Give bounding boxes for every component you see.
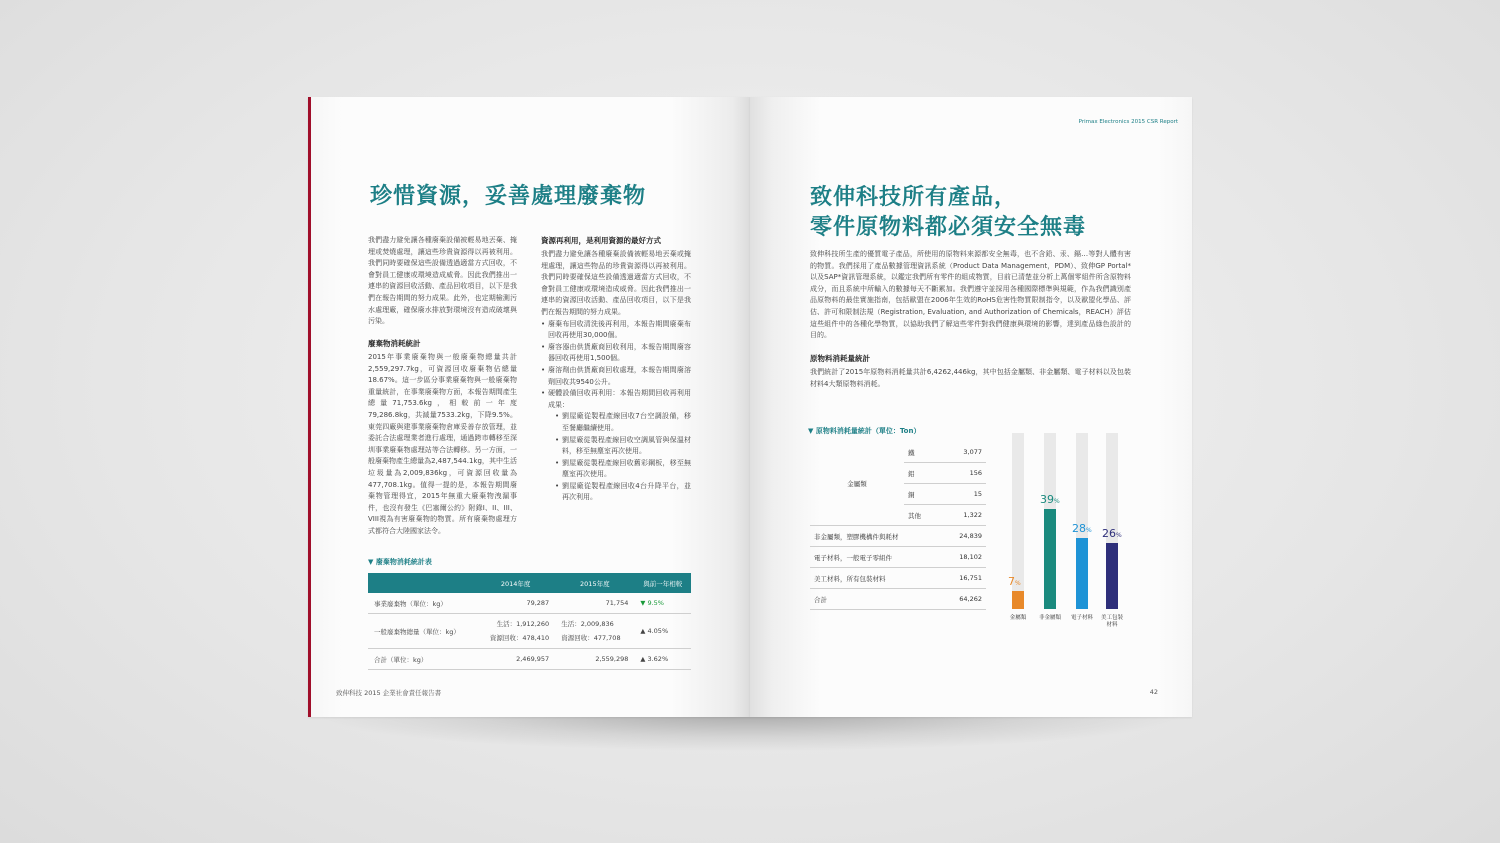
material-name: 其他 [904,505,937,526]
reuse-bullet: • 廢溶劑由供貨廠商回收處理，本報告期間廢溶劑回收共9540公升。 [541,365,691,388]
material-share-chart [1008,433,1124,628]
value-2015-recycle: 資源回收：477,708 [561,634,621,642]
material-value: 3,077 [937,442,986,463]
row-label: 事業廢棄物（單位：kg） [368,593,476,614]
table-row [810,442,986,463]
bar-track [1044,433,1056,609]
material-value: 64,262 [937,589,986,610]
material-name: 鐵 [904,442,937,463]
material-table-label: ▼ 原物料消耗量統計（單位：Ton） [808,427,921,435]
material-stats-text: 我們統計了2015年原物料消耗量共計6,4262,446kg，其中包括金屬類、非金屬類、電子材料以及包裝材料4大類原物料消耗。 [810,368,1131,388]
table-row [368,649,691,670]
reuse-sub-bullet: • 劉屋廠從製程產線回收4台升降平台，並再次利用。 [555,481,691,504]
reuse-sub-bullet: • 劉屋廠從製程產線回收空調風管與保溫材料，移至無塵室再次使用。 [555,435,691,458]
bar-1 [1012,591,1024,609]
header-cell: 與前一年相較 [634,573,691,593]
value-2014: 2,469,957 [476,649,555,670]
waste-table [368,573,691,670]
material-value: 24,839 [937,526,986,547]
reuse-heading: 資源再利用，是利用資源的最好方式 [541,236,661,245]
bar-2 [1044,509,1056,609]
material-value: 15 [937,484,986,505]
right-page-title-line1: 致伸科技所有產品， [810,185,1018,210]
material-stats-heading: 原物料消耗量統計 [810,354,870,363]
table-row [368,614,691,649]
bar-value-label: 39% [1040,493,1060,506]
material-name: 鋁 [904,463,937,484]
value-2014 [476,614,555,649]
material-name: 電子材料，一般電子零組件 [810,547,937,568]
bar-4 [1106,543,1118,609]
right-intro: 致伸科技所生產的優質電子產品，所使用的原物料來源都安全無毒，也不含鉛、汞、鎘…等對人體有害的物質。我們採用了產品數據管理資訊系統（Product Data Management，PDM）、致伸GP Portal*以及SAP*資訊管理系統，以鑑定我們所有零件的組成物質，目前已清楚並分析上萬個零組件所含原物料成分，而且系統中所輸入的數據每天不斷累加。我們遵守並採用各種國際標準與規範，作為我們識別產品原物料的最佳實施指南，包括歐盟在2006年生效的RoHS危害性物質限制指令，以及歐盟化學品、評估、許可和限制法規（Registration, Evaluation, and Authorization of Chemicals，REACH）評估這些組件中的各種化學物質，以協助我們了解這些零件對我們健康與環境的影響，達到產品綠色設計的目的。 [810,250,1131,340]
bar-value-label: 28% [1072,522,1092,535]
category-label: 非金屬類 [1038,615,1061,621]
row-label: 合計（單位：kg） [368,649,476,670]
reuse-bullet [541,388,691,504]
right-page-title-line2: 零件原物料都必須安全無毒 [810,215,1087,240]
change-value: ▲ 3.62% [634,649,691,670]
table-row [810,589,986,610]
value-2014-recycle: 資源回收：478,410 [489,634,550,642]
header-cell [368,573,476,593]
waste-stats-text: 2015年事業廢棄物與一般廢棄物總量共計2,559,297.7kg，可資源回收廢棄物佔總量18.67%。這一步區分事業廢棄物與一般廢棄物重量統計，在事業廢棄物方面，本報告期間產生總量71,753.6kg，相較前一年度79,286.8kg，共減量7533.2kg，下降9.5%。東莞四廠與建事業廢棄物倉庫妥善存放管理，並委託合法處理業者進行處理，通過跨市轉移至深圳事業廢棄物處理站等合法轉移。另一方面，一般廢棄物產生總量為2,487,544.1kg，其中生活垃圾量為2,009,836kg，可資源回收量為477,708.1kg。值得一提的是，本報告期間廢棄物管理得宜，2015年無重大廢棄物洩漏事件，也沒有發生《巴塞爾公約》附錄I、II、III、VIII視為有害廢棄物的物質。所有廢棄物處理方式都符合大陸國家法令。 [368,353,517,535]
value-2015: 2,559,298 [555,649,634,670]
table-row [368,593,691,614]
bar-3 [1076,538,1088,609]
value-2015-living: 生活：2,009,836 [561,620,614,628]
reuse-text [541,249,691,504]
metal-group-label: 金屬類 [810,442,904,526]
change-value: ▲ 4.05% [634,614,691,649]
change-value: ▼ 9.5% [634,593,691,614]
value-2015: 71,754 [555,593,634,614]
waste-stats-heading: 廢棄物消耗統計 [368,339,421,348]
value-2014: 79,287 [476,593,555,614]
book-shadow [300,712,1200,752]
right-page [750,97,1192,717]
report-header: Primax Electronics 2015 CSR Report [1078,119,1178,125]
left-page-title: 珍惜資源，妥善處理廢棄物 [370,184,647,209]
value-2015 [555,614,634,649]
material-name: 非金屬類，塑膠機構件與耗材 [810,526,937,547]
table-row [810,547,986,568]
table-row [810,568,986,589]
bar-value-label: 26% [1102,527,1122,540]
reuse-sub-bullet: • 劉屋廠從製程產線回收舊彩鋼板，移至無塵室再次使用。 [555,458,691,481]
page-number: 42 [1149,688,1158,696]
bar-value-label: 7% [1008,575,1021,588]
reuse-bullet-list [541,319,691,505]
table-row [810,526,986,547]
material-value: 16,751 [937,568,986,589]
reuse-bullet: • 廢棄布回收清洗後再利用，本報告期間廢棄布回收再使用30,000個。 [541,319,691,342]
category-label: 電子材料 [1070,615,1093,621]
material-table [810,442,986,610]
reuse-bullet-text: 硬體設備回收再利用：本報告期間回收再利用成果： [548,389,691,409]
left-page [308,97,750,717]
reuse-bullet: • 廢容器由供貨廠商回收利用，本報告期間廢容器回收再使用1,500個。 [541,342,691,365]
material-value: 1,322 [937,505,986,526]
category-label: 美工包裝材料 [1101,615,1124,628]
reuse-paragraph: 我們盡力避免讓各種廢棄設備被輕易地丟棄或掩埋處理，讓這些物品的珍貴資源得以再被利用。我們同時要確保這些設備透過適當方式回收，不會對員工健康或環境造成威脅。因此我們推出一連串的資源回收活動、產品回收項目，以下是我們在報告期間的努力成果。 [541,250,691,316]
left-footer: 致伸科技 2015 企業社會責任報告書 [336,689,442,697]
material-value: 156 [937,463,986,484]
bar-track [1106,433,1118,609]
waste-table-header [368,573,691,593]
reuse-sub-bullet: • 劉屋廠從製程產線回收7台空調設備，移至餐廳繼續使用。 [555,411,691,434]
material-value: 18,102 [937,547,986,568]
header-cell: 2014年度 [476,573,555,593]
row-label: 一般廢棄物總量（單位：kg） [368,614,476,649]
waste-table-label: ▼ 廢棄物消耗統計表 [368,558,432,566]
material-name: 銅 [904,484,937,505]
value-2014-living: 生活：1,912,260 [496,620,550,628]
bar-track [1076,433,1088,609]
header-cell: 2015年度 [555,573,634,593]
left-intro: 我們盡力避免讓各種廢棄設備被輕易地丟棄、掩埋或焚燒處理，讓這些珍貴資源得以再被利用。我們同時要確保這些設備透過適當方式回收，不會對員工健康或環境造成威脅。因此我們推出一連串的資源回收活動、產品回收項目，以下是我們在報告期間的努力成果。此外，也定期檢測污水處理廠，確保廢水排放對環境沒有造成破壞與污染。 [368,236,517,326]
category-label: 金屬類 [1009,615,1027,621]
material-name: 合計 [810,589,937,610]
material-name: 美工材料，所有包裝材料 [810,568,937,589]
